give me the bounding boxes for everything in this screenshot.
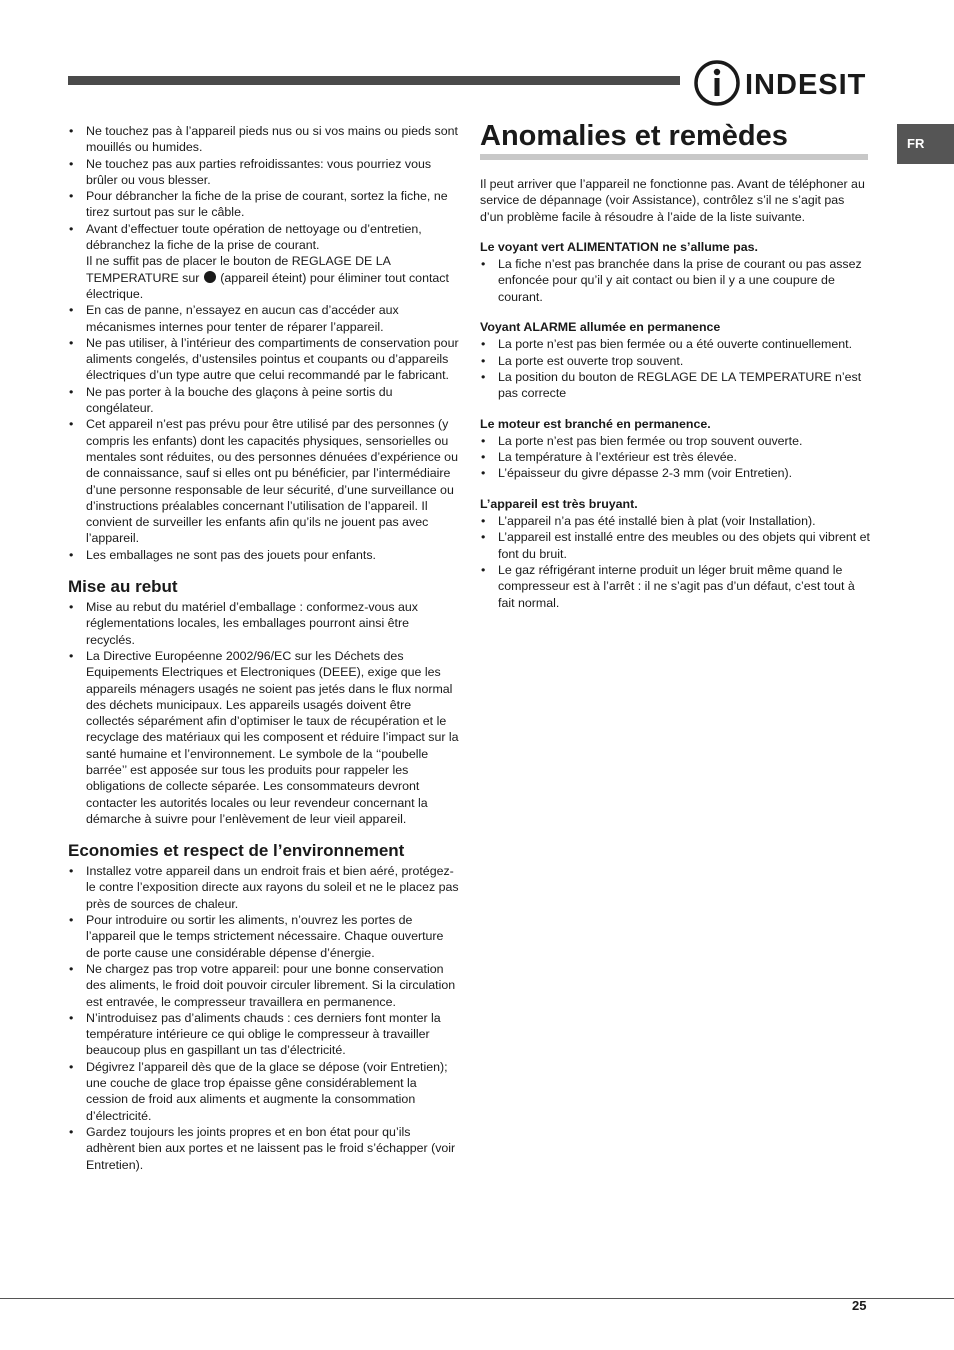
right-column [480,118,870,611]
list-item: • La position du bouton de REGLAGE DE LA TEMPERATURE n’est pas correcte [480,369,870,402]
list-item: • Ne pas porter à la bouche des glaçons à peine sortis du congélateur. [68,384,460,417]
list-item: • Dégivrez l’appareil dès que de la glace se dépose (voir Entretien); une couche de glace trop épaisse gêne considérablement la cession de froid aux aliments et augmente la consommation d’électricité. [68,1059,460,1124]
list-item: • La température à l’extérieur est très élevée. [480,449,870,465]
list-item: • Pour débrancher la fiche de la prise de courant, sortez la fiche, ne tirez surtout pas sur le câble. [68,188,460,221]
off-position-icon [204,271,216,283]
problem-heading: Voyant ALARME allumée en permanence [480,320,721,335]
list-item: • N’introduisez pas d’aliments chauds : ces derniers font monter la température intérieure ce qui oblige le compresseur à travailler beaucoup plus en gaspillant un tas d’électricité. [68,1010,460,1059]
indesit-logo [693,58,871,108]
language-tab: FR [897,124,954,164]
list-item: • Ne chargez pas trop votre appareil: pour une bonne conservation des aliments, le froid doit pouvoir circuler librement. Si la circulation est entravée, le compresseur travaillera en permanence. [68,961,460,1010]
list-item: • En cas de panne, n’essayez en aucun cas d’accéder aux mécanismes internes pour tenter de réparer l’appareil. [68,302,460,335]
list-item: • Gardez toujours les joints propres et en bon état pour qu’ils adhèrent bien aux portes et ne laissent pas le froid s’échapper (voir Entretien). [68,1124,460,1173]
list-item: • Ne touchez pas aux parties refroidissantes: vous pourriez vous brûler ou vous blesser. [68,156,460,189]
list-item-text: (appareil éteint) pour éliminer tout contact électrique. [86,270,449,301]
safety-list [68,123,460,563]
disposal-list [68,599,460,827]
list-item: • L’appareil est installé entre des meubles ou des objets qui vibrent et font du bruit. [480,529,870,562]
problem-list [480,336,870,401]
problem-list [480,433,870,482]
list-item: • L’épaisseur du givre dépasse 2-3 mm (voir Entretien). [480,465,870,481]
problem-heading: Le voyant vert ALIMENTATION ne s’allume pas. [480,239,758,254]
list-item: • La fiche n’est pas branchée dans la prise de courant ou pas assez enfoncée pour qu’il y ait contact ou bien il y a une coupure de courant. [480,256,870,305]
list-item [68,221,460,302]
left-column [68,123,460,1173]
page-number: 25 [852,1298,867,1313]
list-item: • La porte est ouverte trop souvent. [480,353,870,369]
list-item: • La Directive Européenne 2002/96/EC sur les Déchets des Equipements Electriques et Electroniques (DEEE), exige que les appareils ménagers usagés ne soient pas jetés dans le flux normal des déchets municipaux. Les appareils usagés doivent être collectés séparément afin d’optimiser le taux de récupération et le recyclage des matériaux qui les composent et réduire l’impact sur la santé humaine et l’environnement. Le symbole de la ‘‘poubelle barrée’’ est apposée sur tous les produits pour rappeler les obligations de collecte séparée. Les consommateurs devront contacter les autorités locales ou leur revendeur concernant la démarche à suivre pour l’enlèvement de leur vieil appareil. [68,648,460,827]
list-item: • La porte n’est pas bien fermée ou trop souvent ouverte. [480,433,870,449]
list-item-text: Avant d’effectuer toute opération de nettoyage ou d’entretien, débranchez la fiche de la prise de courant. [86,221,422,253]
economy-heading: Economies et respect de l’environnement [68,841,405,861]
list-item: • Le gaz réfrigérant interne produit un léger bruit même quand le compresseur est à l’arrêt : il ne s’agit pas d’un défaut, c’est tout à fait normal. [480,562,870,611]
list-item: • Pour introduire ou sortir les aliments, n’ouvrez les portes de l’appareil que le temps strictement nécessaire. Chaque ouverture de porte cause une considérable dépense d’énergie. [68,912,460,961]
problem-list [480,513,870,611]
list-item: • La porte n’est pas bien fermée ou a été ouverte continuellement. [480,336,870,352]
list-item: • Mise au rebut du matériel d’emballage : conformez-vous aux réglementations locales, les emballages pourront ainsi être recyclés. [68,599,460,648]
economy-list [68,863,460,1173]
list-item-text: Il ne suffit pas de placer le bouton de REGLAGE DE LA TEMPERATURE sur [86,254,391,285]
intro-paragraph: Il peut arriver que l’appareil ne fonctionne pas. Avant de téléphoner au service de dépannage (voir Assistance), contrôlez s’il ne s’agit pas d’un problème facile à résoudre à l’aide de la liste suivante. [480,177,865,224]
list-item: • Les emballages ne sont pas des jouets pour enfants. [68,547,460,563]
page-title: Anomalies et remèdes [480,118,868,160]
problem-list [480,256,870,305]
disposal-heading: Mise au rebut [68,577,178,597]
list-item: • Ne pas utiliser, à l’intérieur des compartiments de conservation pour aliments congelés, d’ustensiles pointus et coupants ou d’appareils électriques d’un type autre que celui recommandé par le fabricant. [68,335,460,384]
logo-wordmark: INDESIT [745,69,867,101]
problem-heading: L’appareil est très bruyant. [480,496,638,511]
problem-heading: Le moteur est branché en permanence. [480,416,711,431]
list-item: • Ne touchez pas à l’appareil pieds nus ou si vos mains ou pieds sont mouillés ou humides. [68,123,460,156]
list-item: • Cet appareil n’est pas prévu pour être utilisé par des personnes (y compris les enfants) dont les capacités physiques, sensorielles ou mentales sont réduites, ou des personnes dénuées d’expérience ou de connaissance, sauf si elles ont pu bénéficier, par l’intermédiaire d’une personne responsable de leur sécurité, d’une surveillance ou d’instructions préalables concernant l’utilisation de l’appareil. Il convient de surveiller les enfants afin qu’ils ne jouent pas avec l’appareil. [68,416,460,546]
list-item: • Installez votre appareil dans un endroit frais et bien aéré, protégez-le contre l’exposition directe aux rayons du soleil et ne le placez pas près de sources de chaleur. [68,863,460,912]
list-item: • L’appareil n’a pas été installé bien à plat (voir Installation). [480,513,870,529]
footer-rule [0,1298,954,1299]
header-rule [68,76,680,85]
